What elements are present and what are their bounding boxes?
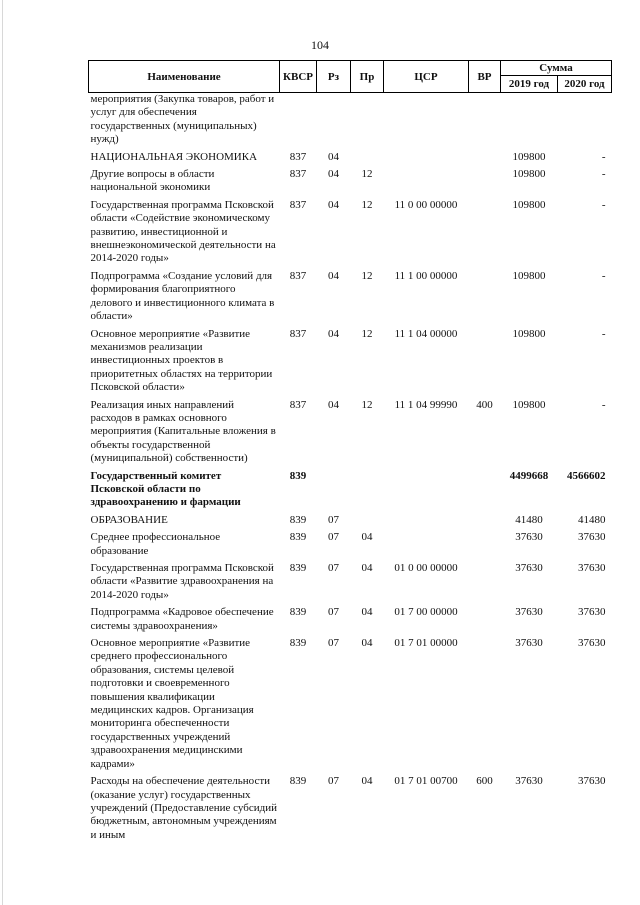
cell-kvsr: 839 (289, 775, 307, 788)
cell-sum-2020: 37630 (578, 562, 606, 574)
table-row (89, 527, 612, 558)
cell-pr: 12 (361, 327, 373, 340)
cell-pr: 04 (361, 562, 373, 574)
scan-edge-line (2, 0, 3, 905)
cell-sum-2020: - (601, 327, 606, 340)
cell-vr (469, 602, 501, 633)
cell-sum-2020: 37630 (578, 531, 606, 544)
cell-sum-2019: 37630 (515, 531, 543, 544)
cell-csr (384, 510, 469, 527)
table-row (89, 633, 612, 771)
cell-pr (351, 466, 384, 510)
cell-csr (384, 147, 469, 164)
cell-rz: 04 (328, 398, 339, 411)
cell-csr: 11 0 00 00000 (394, 198, 458, 211)
table-row (89, 771, 612, 842)
cell-pr: 12 (361, 269, 373, 282)
cell-sum-2019: 37630 (515, 775, 543, 788)
header-pr: Пр (351, 61, 384, 93)
cell-csr (384, 164, 469, 195)
cell-name: Среднее профессиональное образование (90, 531, 221, 557)
cell-csr: 11 1 04 99990 (394, 398, 458, 411)
cell-sum-2019 (501, 93, 558, 147)
cell-pr (351, 93, 384, 147)
cell-name: мероприятия (Закупка товаров, работ и услуг для обеспечения государственных (муниципальных) нужд) (90, 93, 275, 146)
table-row (89, 164, 612, 195)
budget-table (88, 60, 612, 842)
cell-sum-2020: 37630 (578, 775, 606, 788)
cell-sum-2019: 37630 (515, 606, 543, 619)
cell-vr (469, 558, 501, 602)
table-body (89, 93, 612, 843)
cell-name: Подпрограмма «Создание условий для формирования благоприятного делового и инвестиционного климата в области» (90, 269, 275, 323)
cell-sum-2020: 4566602 (567, 469, 606, 482)
cell-pr (351, 510, 384, 527)
cell-sum-2020: - (601, 150, 606, 163)
table-row (89, 466, 612, 510)
cell-kvsr: 837 (289, 168, 307, 181)
cell-vr (469, 164, 501, 195)
header-name: Наименование (89, 61, 280, 93)
cell-vr (469, 510, 501, 527)
cell-rz: 07 (328, 637, 339, 650)
cell-kvsr: 839 (289, 606, 307, 619)
cell-sum-2019: 109800 (512, 198, 546, 211)
cell-pr: 04 (361, 531, 373, 544)
cell-csr (384, 93, 469, 147)
cell-name: Государственный комитет Псковской области по здравоохранению и фармации (90, 469, 241, 509)
cell-name: Основное мероприятие «Развитие среднего профессионального образования, системы целевой подготовки и своевременного повышения квалификации медицинских кадров. Организация мониторинга обеспеченности государственных учреждений здравоохранения медицинскими кадрами» (90, 637, 254, 770)
cell-name: Государственная программа Псковской области «Содействие экономическому развитию, инвестиционной и внешнеэкономической деятельности на 2014-2020 годы» (90, 198, 276, 265)
cell-csr: 11 1 00 00000 (394, 269, 458, 282)
cell-kvsr: 839 (289, 469, 307, 482)
table-row (89, 93, 612, 147)
header-year-2020: 2020 год (558, 76, 612, 93)
cell-kvsr: 837 (289, 198, 307, 211)
cell-sum-2020: - (601, 168, 606, 181)
cell-vr: 400 (476, 398, 493, 411)
cell-name: Расходы на обеспечение деятельности (оказание услуг) государственных учреждений (Предоставление субсидий бюджетным, автономным учреждениям и иным (90, 775, 277, 841)
cell-csr (384, 527, 469, 558)
cell-kvsr: 839 (289, 531, 307, 544)
cell-name: Другие вопросы в области национальной экономики (90, 168, 215, 194)
cell-kvsr: 837 (289, 398, 307, 411)
cell-sum-2020: 37630 (578, 637, 606, 650)
cell-csr: 11 1 04 00000 (394, 327, 458, 340)
cell-sum-2019: 37630 (515, 562, 543, 574)
cell-csr: 01 7 01 00000 (394, 637, 458, 650)
header-year-2019: 2019 год (501, 76, 558, 93)
cell-pr: 04 (361, 775, 373, 788)
header-kvsr: КВСР (280, 61, 317, 93)
cell-rz: 04 (328, 150, 339, 163)
cell-pr: 12 (361, 168, 373, 181)
cell-sum-2020: 41480 (578, 513, 606, 526)
cell-sum-2019: 109800 (512, 327, 546, 340)
table-row (89, 510, 612, 527)
cell-rz (317, 93, 351, 147)
cell-rz (317, 466, 351, 510)
cell-vr (469, 93, 501, 147)
cell-sum-2020: - (601, 398, 606, 411)
cell-vr (469, 147, 501, 164)
cell-kvsr: 837 (289, 327, 307, 340)
cell-vr: 600 (476, 775, 493, 788)
cell-csr (384, 466, 469, 510)
cell-sum-2020: - (601, 198, 606, 211)
cell-vr (469, 266, 501, 324)
cell-name: Государственная программа Псковской области «Развитие здравоохранения на 2014-2020 годы» (90, 562, 274, 601)
cell-kvsr: 839 (289, 513, 307, 526)
cell-pr: 04 (361, 606, 373, 619)
cell-rz: 04 (328, 327, 339, 340)
cell-rz: 07 (328, 606, 339, 619)
table-row (89, 195, 612, 266)
table-row (89, 266, 612, 324)
cell-rz: 07 (328, 562, 339, 574)
cell-sum-2020 (558, 93, 612, 147)
table-row (89, 147, 612, 164)
cell-vr (469, 527, 501, 558)
cell-sum-2019: 109800 (512, 269, 546, 282)
cell-rz: 04 (328, 198, 339, 211)
cell-vr (469, 324, 501, 395)
cell-vr (469, 633, 501, 771)
cell-rz: 04 (328, 168, 339, 181)
table-row (89, 558, 612, 602)
header-vr: ВР (469, 61, 501, 93)
cell-vr (469, 195, 501, 266)
cell-pr: 04 (361, 637, 373, 650)
cell-kvsr: 837 (289, 150, 307, 163)
cell-rz: 07 (328, 513, 339, 526)
header-csr: ЦСР (384, 61, 469, 93)
cell-sum-2019: 41480 (515, 513, 543, 526)
cell-kvsr (280, 93, 317, 147)
cell-sum-2020: 37630 (578, 606, 606, 619)
cell-pr (351, 147, 384, 164)
cell-rz: 07 (328, 531, 339, 544)
cell-name: Основное мероприятие «Развитие механизмов реализации инвестиционных проектов в приоритетных областях на территории Псковской области» (90, 327, 273, 394)
cell-kvsr: 837 (289, 269, 307, 282)
cell-vr (469, 466, 501, 510)
cell-name: ОБРАЗОВАНИЕ (90, 513, 168, 526)
cell-name: Реализация иных направлений расходов в рамках основного мероприятия (Капитальные вложения в объекты государственной (муниципальной) собственности) (90, 398, 276, 465)
cell-sum-2019: 109800 (512, 168, 546, 181)
cell-pr: 12 (361, 398, 373, 411)
cell-sum-2019: 109800 (512, 150, 546, 163)
cell-name: НАЦИОНАЛЬНАЯ ЭКОНОМИКА (90, 150, 258, 163)
cell-kvsr: 839 (289, 637, 307, 650)
cell-sum-2019: 4499668 (509, 469, 549, 482)
cell-sum-2020: - (601, 269, 606, 282)
page-number: 104 (311, 38, 329, 52)
table-row (89, 395, 612, 466)
table-header (89, 61, 612, 93)
cell-rz: 04 (328, 269, 339, 282)
cell-csr: 01 7 00 00000 (394, 606, 458, 619)
cell-sum-2019: 37630 (515, 637, 543, 650)
cell-sum-2019: 109800 (512, 398, 546, 411)
cell-csr: 01 0 00 00000 (394, 562, 458, 574)
cell-csr: 01 7 01 00700 (394, 775, 458, 788)
cell-name: Подпрограмма «Кадровое обеспечение системы здравоохранения» (90, 606, 274, 632)
header-rz: Рз (317, 61, 351, 93)
cell-rz: 07 (328, 775, 339, 788)
table-row (89, 324, 612, 395)
cell-kvsr: 839 (289, 562, 307, 574)
cell-pr: 12 (361, 198, 373, 211)
header-sum: Сумма (501, 61, 612, 76)
table-row (89, 602, 612, 633)
